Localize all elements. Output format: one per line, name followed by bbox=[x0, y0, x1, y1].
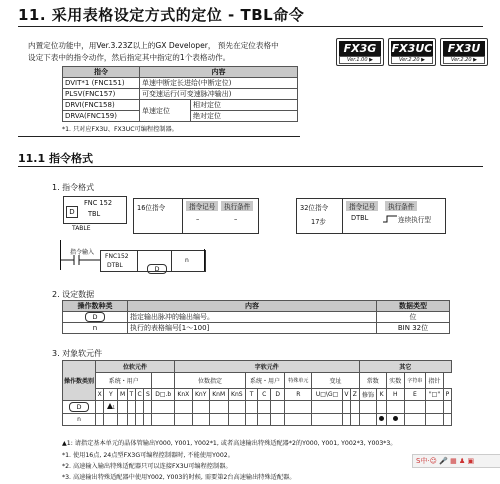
device-col: E bbox=[404, 389, 425, 401]
table-cell: 单速定位 bbox=[140, 100, 191, 122]
instruction-table bbox=[62, 66, 298, 122]
badge-label: FX3UC bbox=[391, 42, 433, 55]
divider bbox=[171, 251, 172, 271]
ladder-instruction-box bbox=[100, 250, 206, 272]
col-header: 操作数种类 bbox=[63, 301, 128, 312]
device-col: H bbox=[386, 389, 404, 401]
fnc-box bbox=[63, 196, 127, 224]
bit16-col2: 执行条件 bbox=[221, 201, 253, 211]
ladder-input-label: 指令输入 bbox=[70, 249, 95, 256]
bit16-col1: 指令记号 bbox=[186, 201, 218, 211]
col-header: 操作数类别 bbox=[63, 361, 96, 401]
col-header: 特殊单元 bbox=[285, 373, 312, 389]
supported-dot-icon bbox=[379, 416, 384, 421]
device-col: P bbox=[443, 389, 451, 401]
device-col: D bbox=[271, 389, 285, 401]
bit32-mnemonic: DTBL bbox=[351, 214, 369, 222]
badge-label: FX3G bbox=[339, 41, 381, 56]
device-col: "□" bbox=[426, 389, 444, 401]
col-header: 内容 bbox=[128, 301, 377, 312]
table-cell: 位 bbox=[377, 312, 450, 323]
device-col: T bbox=[245, 389, 257, 401]
bit32-col1: 指令记号 bbox=[346, 201, 378, 211]
col-header: 其它 bbox=[359, 361, 451, 373]
footnote-1: *1. 使用16点, 24点型FX3G可编程控制器时, 不能使用Y002。 bbox=[62, 452, 234, 459]
badge-label: FX3U bbox=[443, 41, 485, 56]
device-col: Y bbox=[104, 389, 118, 401]
col-header: 字软元件 bbox=[175, 361, 360, 373]
table-cell: PLSV(FNC157) bbox=[63, 89, 140, 100]
fnc-alias: TABLE bbox=[72, 225, 91, 232]
bit32-steps: 17步 bbox=[311, 218, 326, 226]
bit16-v2: – bbox=[234, 215, 238, 223]
table-cell: 绝对定位 bbox=[191, 111, 298, 122]
table-cell: BIN 32位 bbox=[377, 323, 450, 334]
col-header: 变址 bbox=[312, 373, 359, 389]
ladder-fnc: FNC152 bbox=[105, 253, 129, 260]
intro-text bbox=[28, 40, 358, 64]
device-col: M bbox=[118, 389, 128, 401]
section-title: 11.1 指令格式 bbox=[18, 152, 93, 165]
table-cell: DVIT*1 (FNC151) bbox=[63, 78, 140, 89]
divider bbox=[137, 251, 138, 271]
table-cell: 可变速运行(可变速脉冲输出) bbox=[140, 89, 298, 100]
badge-version: Ver.2.20 ▶ bbox=[443, 56, 485, 64]
device-col: V bbox=[342, 389, 350, 401]
bit32-col2: 执行条件 bbox=[385, 201, 417, 211]
device-col: C bbox=[258, 389, 271, 401]
device-col: KnX bbox=[175, 389, 193, 401]
col-header: 系统・用户 bbox=[245, 373, 284, 389]
footnote-3: *3. 高速输出特殊适配器中使用Y002, Y003的时候, 需要第2台高速输出特殊适配器。 bbox=[62, 474, 296, 481]
contact-symbol-icon bbox=[60, 254, 100, 266]
settings-table bbox=[62, 300, 450, 334]
col-header: 位数指定 bbox=[175, 373, 246, 389]
d-marker: D bbox=[66, 206, 78, 218]
section-underline bbox=[18, 166, 483, 167]
badge-fx3uc bbox=[388, 38, 436, 66]
device-col: KnM bbox=[209, 389, 228, 401]
footnote-marker: ▲1: 请指定基本单元的晶体管输出Y000, Y001, Y002*1, 或者高速输出特殊适配器*2的Y000, Y001, Y002*3, Y003*3。 bbox=[62, 440, 397, 447]
device-col: Z bbox=[351, 389, 359, 401]
device-col: KnS bbox=[228, 389, 245, 401]
table-cell: DRVI(FNC158) bbox=[63, 100, 140, 111]
col-header: 系统・用户 bbox=[96, 373, 152, 389]
bit16-label: 16位指令 bbox=[137, 204, 166, 212]
title-rule bbox=[18, 26, 483, 27]
bit16-v1: – bbox=[196, 215, 200, 223]
device-col: R bbox=[285, 389, 312, 401]
page-title: 11. 采用表格设定方式的定位 - TBL命令 bbox=[18, 6, 305, 24]
col-header: 字符串 bbox=[404, 373, 425, 389]
subsection-title: 2. 设定数据 bbox=[52, 290, 95, 299]
table-cell: DRVA(FNC159) bbox=[63, 111, 140, 122]
device-col: K bbox=[377, 389, 387, 401]
bit32-panel bbox=[296, 198, 446, 234]
operand-n: n bbox=[185, 257, 189, 264]
supported-dot-icon bbox=[393, 416, 398, 421]
device-col: T bbox=[127, 389, 135, 401]
col-header: 数据类型 bbox=[377, 301, 450, 312]
bit16-panel bbox=[133, 198, 259, 234]
device-col: 修饰 bbox=[359, 389, 377, 401]
col-header: 实数 bbox=[386, 373, 404, 389]
fnc-name: TBL bbox=[88, 210, 101, 218]
bit32-cond: 连续执行型 bbox=[398, 216, 431, 224]
col-header: 指令 bbox=[63, 67, 140, 78]
table-cell: 相对定位 bbox=[191, 100, 298, 111]
subsection-title: 3. 对象软元件 bbox=[52, 349, 103, 358]
table-cell: 单速中断定长进给(中断定位) bbox=[140, 78, 298, 89]
footnote-2: *2. 高速输入输出特殊适配器只可以连接FX3U可编程控制器。 bbox=[62, 463, 232, 470]
badge-version: Ver.2.20 ▶ bbox=[391, 56, 433, 64]
divider bbox=[342, 199, 343, 233]
model-badges bbox=[336, 38, 488, 66]
subsection-title: 1. 指令格式 bbox=[52, 183, 95, 192]
col-header: 内容 bbox=[140, 67, 298, 78]
col-header: 常数 bbox=[359, 373, 386, 389]
device-col: U□\G□ bbox=[312, 389, 342, 401]
device-table: 操作数类别 位软元件 字软元件 其它 系统・用户 位数指定 系统・用户 特殊单元 变址 常数 实数 字符串 指针 X Y M T C S D□.b KnX KnY KnM KnS T C D R U□\G□ V Z 修饰 K H E "□" P D 1 n bbox=[62, 360, 452, 426]
table-cell: 指定输出脉冲的输出编号。 bbox=[128, 312, 377, 323]
col-header: 位软元件 bbox=[96, 361, 175, 373]
badge-fx3u bbox=[440, 38, 488, 66]
operand-d: D bbox=[85, 312, 105, 322]
intro-line-1: 内置定位功能中，用Ver.3.23Z以上的GX Developer， 预先在定位表格中 bbox=[28, 41, 279, 50]
fnc-number: FNC 152 bbox=[84, 199, 113, 207]
device-col: D□.b bbox=[152, 389, 175, 401]
col-header: 指针 bbox=[426, 373, 444, 389]
bit32-label: 32位指令 bbox=[300, 204, 329, 212]
divider bbox=[182, 199, 183, 233]
device-col: C bbox=[135, 389, 144, 401]
operand-d: D bbox=[147, 264, 167, 274]
table-cell: 执行的表格编号[1～100] bbox=[128, 323, 377, 334]
ladder-name: DTBL bbox=[107, 262, 123, 269]
section-rule bbox=[18, 136, 300, 137]
pulse-waveform-icon bbox=[383, 214, 397, 224]
table-cell: n bbox=[63, 414, 96, 426]
ladder-end bbox=[204, 249, 205, 271]
intro-line-2: 设定下表中的指令动作，然后指定其中指定的1个表格动作。 bbox=[28, 53, 231, 62]
operand-d: D bbox=[69, 402, 89, 412]
device-col: X bbox=[96, 389, 104, 401]
watermark-toolbar: S中·☺ 🎤 ▦ ♟ ▣ bbox=[412, 454, 500, 468]
device-col: KnY bbox=[192, 389, 209, 401]
table-cell: n bbox=[63, 323, 128, 334]
device-col: S bbox=[144, 389, 152, 401]
badge-fx3g bbox=[336, 38, 384, 66]
badge-version: Ver.1.00 ▶ bbox=[339, 56, 381, 64]
table-note: *1. 只对应FX3U、FX3UC可编程控制器。 bbox=[62, 126, 178, 133]
